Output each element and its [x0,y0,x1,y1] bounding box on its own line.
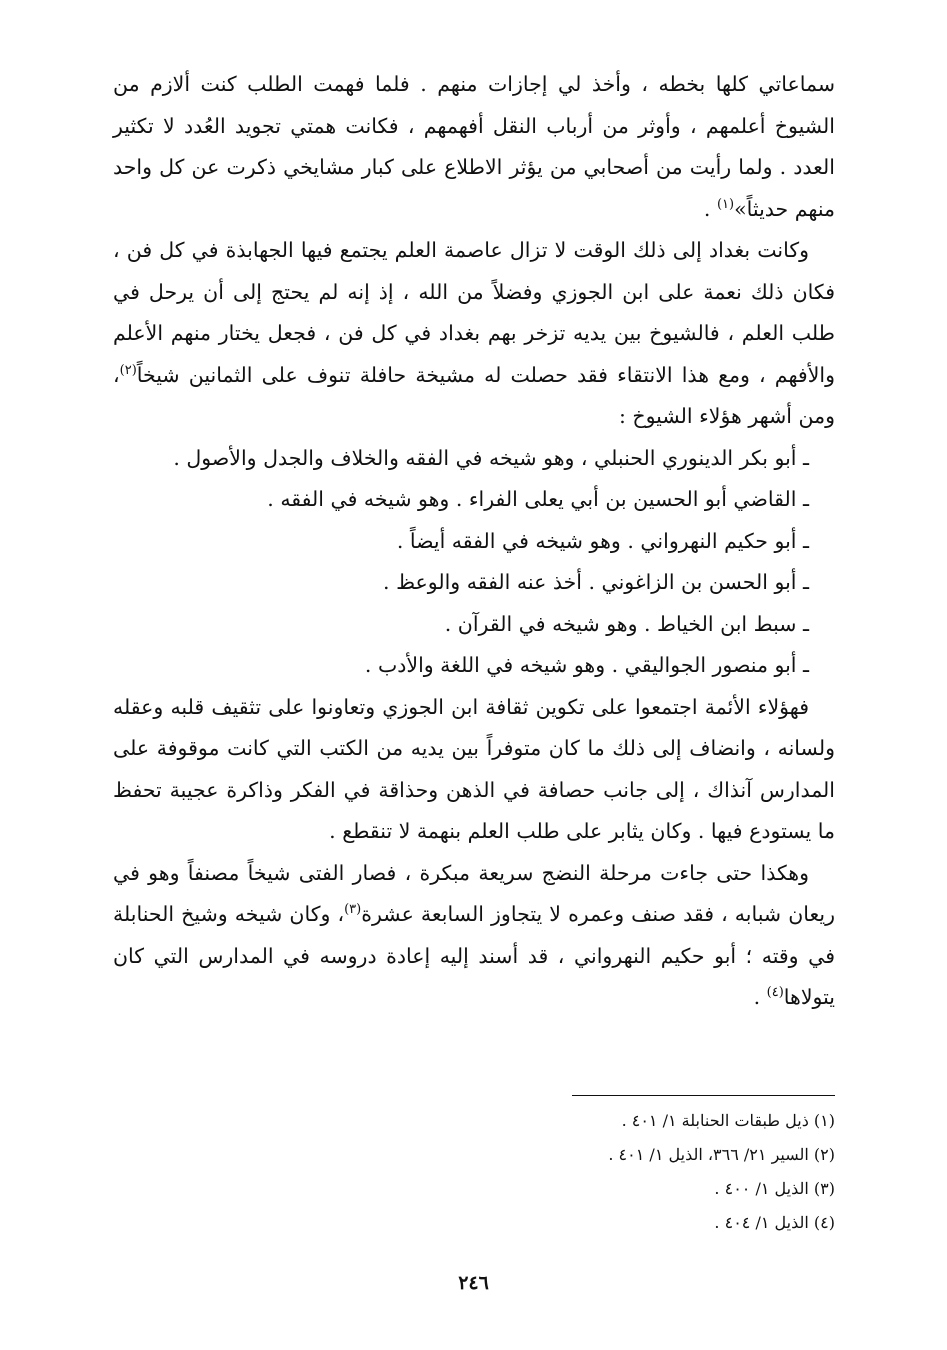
list-item: ـ سبط ابن الخياط . وهو شيخه في القرآن . [444,611,809,636]
paragraph-3 [113,687,835,853]
paragraph-2 [113,230,835,438]
footnote-ref-2: (٢) [119,362,137,378]
paragraph-2-text: وكانت بغداد إلى ذلك الوقت لا تزال عاصمة العلم يجتمع فيها الجهابذة في كل فن ، فكان ذلك نعمة على ابن الجوزي وفضلاً من الله ، إذ إنه لم يحتج إلى أن يرحل في طلب العلم ، فالشيوخ بين يديه تزخر بهم بغداد في كل فن ، فجعل يختار منهم الأعلم والأفهم ، ومع هذا الانتقاء فقد حصلت له مشيخة حافلة تنوف على الثمانين شيخاً [113,238,835,387]
main-text [113,64,835,1019]
footnotes [113,1104,835,1240]
list-item: ـ أبو حكيم النهرواني . وهو شيخه في الفقه أيضاً . [396,528,809,553]
teachers-list [113,438,835,687]
paragraph-4-text: وهكذا حتى جاءت مرحلة النضج سريعة مبكرة ، فصار الفتى شيخاً مصنفاً وهو في ريعان شبابه ، فقد صنف وعمره لا يتجاوز السابعة عشرة [113,860,835,926]
footnote-divider [572,1095,835,1096]
paragraph-3-text: فهؤلاء الأئمة اجتمعوا على تكوين ثقافة ابن الجوزي وتعاونوا على تثقيف قلبه وعقله ولسانه ، وانضاف إلى ذلك ما كان متوفراً بين يديه من الكتب التي كانت موقوفة على المدارس آنذاك ، إلى جانب حصافة في الذهن وحذاقة في الفكر وذاكرة عجيبة تحفظ ما يستودع فيها . وكان يثابر على طلب العلم بنهمة لا تنقطع . [113,694,835,843]
paragraph-1-text: سماعاتي كلها بخطه ، وأخذ لي إجازات منهم . فلما فهمت الطلب كنت ألازم من الشيوخ أعلمهم ، وأوثر من أرباب النقل أفهمهم ، فكانت همتي تجويد العُدد لا تكثير العدد . ولما رأيت من أصحابي من يؤثر الاطلاع على كبار مشايخي ذكرت عن كل واحد منهم حديثاً» [113,72,835,221]
footnote-ref-4: (٤) [766,985,784,1001]
paragraph-4-tail: . [753,985,767,1009]
footnote: (٣) الذيل ١/ ٤٠٠ . [714,1179,835,1198]
page-number: ٢٤٦ [458,1272,489,1294]
footnote: (٤) الذيل ١/ ٤٠٤ . [714,1213,835,1232]
paragraph-1 [113,64,835,230]
paragraph-1-tail: . [703,196,717,221]
list-item: ـ أبو الحسن بن الزاغوني . أخذ عنه الفقه والوعظ . [383,570,809,594]
footnote: (٢) السير ٢١/ ٣٦٦، الذيل ١/ ٤٠١ . [608,1145,835,1164]
footnote-ref-1: (١) [716,196,735,212]
paragraph-4 [113,853,835,1019]
footnote: (١) ذيل طبقات الحنابلة ١/ ٤٠١ . [621,1111,835,1130]
paragraph-2-tail: ، ومن أشهر هؤلاء الشيوخ : [113,362,835,428]
list-item: ـ أبو منصور الجواليقي . وهو شيخه في اللغة والأدب . [364,653,809,677]
footnote-ref-3: (٣) [344,902,362,918]
list-item: ـ أبو بكر الدينوري الحنبلي ، وهو شيخه في الفقه والخلاف والجدل والأصول . [173,445,809,470]
list-item: ـ القاضي أبو الحسين بن أبي يعلى الفراء . وهو شيخه في الفقه . [267,487,809,511]
paragraph-4-mid: ، وكان شيخه وشيخ الحنابلة في وقته ؛ أبو حكيم النهرواني ، قد أسند إليه إعادة دروسه في المدارس التي كان يتولاها [113,902,835,1009]
